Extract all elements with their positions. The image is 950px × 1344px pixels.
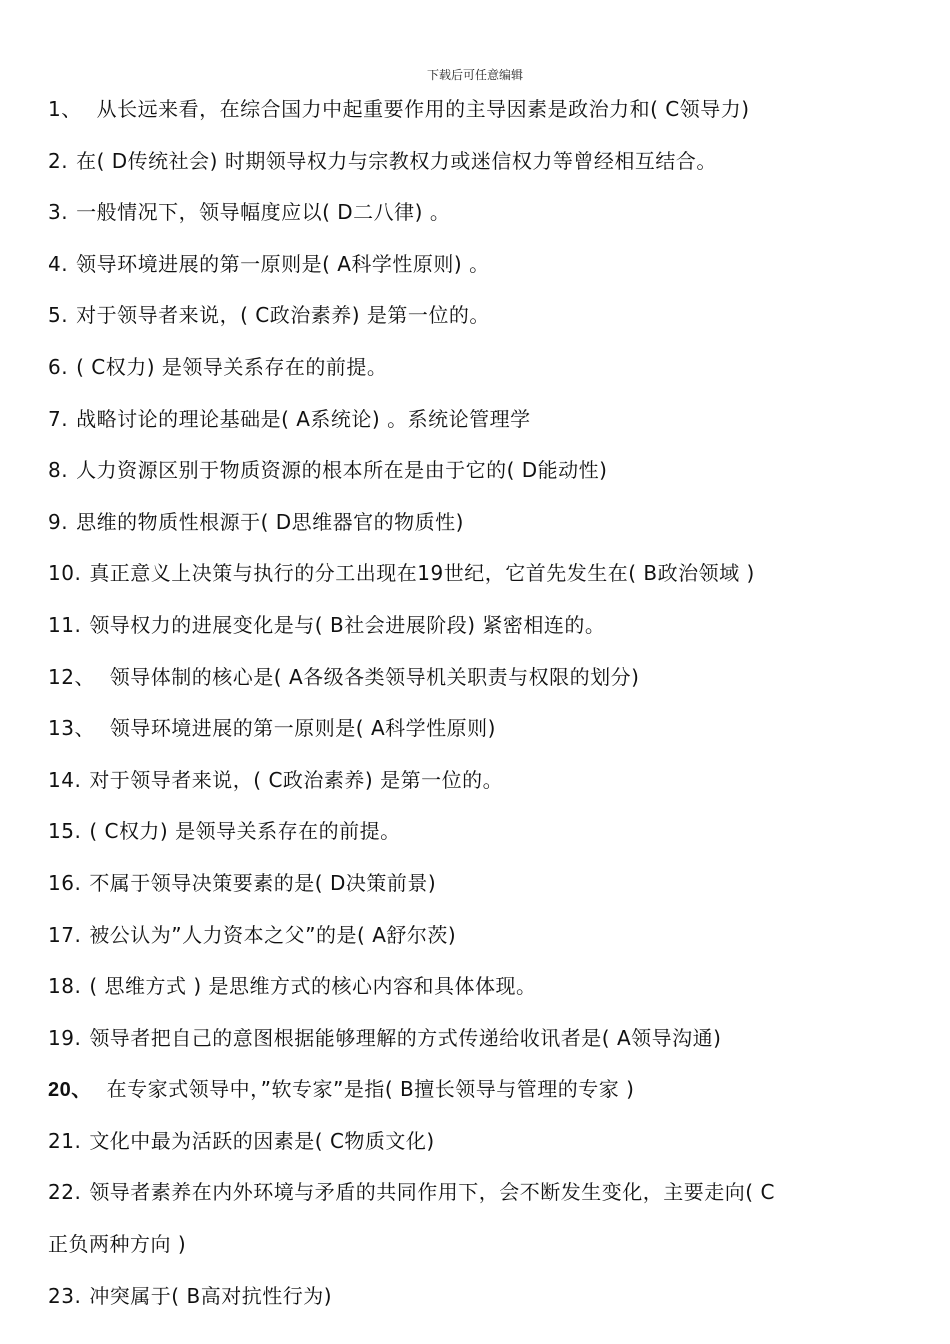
- question-item: [48, 239, 908, 291]
- question-item: [48, 394, 908, 446]
- question-text: 在专家式领导中，”软专家”是指( B擅长领导与管理的专家 ): [99, 1077, 635, 1102]
- question-number: 12、: [48, 664, 95, 689]
- question-number: 21.: [48, 1128, 82, 1153]
- question-text: 领导者素养在内外环境与矛盾的共同作用下，会不断发生变化，主要走向( C: [89, 1180, 775, 1205]
- question-number: 14.: [48, 767, 82, 792]
- question-item: [48, 497, 908, 549]
- question-item: [48, 600, 908, 652]
- question-item: [48, 548, 908, 600]
- question-item: [48, 84, 908, 136]
- question-number: 4.: [48, 251, 69, 276]
- question-text: 文化中最为活跃的因素是( C物质文化): [89, 1128, 435, 1153]
- question-number: 1、: [48, 97, 82, 121]
- question-number: 15.: [48, 819, 82, 844]
- question-number: 20、: [48, 1079, 92, 1102]
- question-item: [48, 290, 908, 342]
- question-number: 2.: [48, 148, 69, 173]
- question-item: [48, 136, 908, 188]
- question-item: [48, 1064, 908, 1116]
- question-number: 3.: [48, 200, 69, 225]
- question-number: 9.: [48, 509, 69, 534]
- question-item: [48, 910, 908, 962]
- question-text: 领导环境进展的第一原则是( A科学性原则): [102, 716, 496, 741]
- question-number: 6.: [48, 354, 69, 379]
- question-item: [48, 1013, 908, 1065]
- question-item: [48, 806, 908, 858]
- question-number: 5.: [48, 303, 69, 328]
- question-number: 17.: [48, 922, 82, 947]
- question-number: 16.: [48, 870, 82, 895]
- question-number: 7.: [48, 406, 69, 431]
- question-item: [48, 1271, 908, 1323]
- question-text: 真正意义上决策与执行的分工出现在19世纪，它首先发生在( B政治领域 ): [89, 561, 755, 586]
- question-item: [48, 342, 908, 394]
- question-text: 一般情况下，领导幅度应以( D二八律) 。: [76, 200, 451, 225]
- header-note: 下载后可任意编辑: [426, 68, 523, 82]
- question-text: ( 思维方式 ) 是思维方式的核心内容和具体体现。: [89, 974, 537, 999]
- question-text: 被公认为”人力资本之父”的是( A舒尔茨): [89, 922, 457, 947]
- question-item: [48, 703, 908, 755]
- question-number: 8.: [48, 458, 69, 483]
- question-text: 领导体制的核心是( A各级各类领导机关职责与权限的划分): [102, 664, 640, 689]
- question-number: 19.: [48, 1025, 82, 1050]
- question-item: [48, 187, 908, 239]
- question-item-continuation: [48, 1219, 908, 1271]
- question-text: 正负两种方向 ): [48, 1232, 187, 1257]
- question-text: ( C权力) 是领导关系存在的前提。: [76, 354, 388, 379]
- question-item: [48, 652, 908, 704]
- question-text: 冲突属于( B高对抗性行为): [89, 1283, 332, 1308]
- question-text: 不属于领导决策要素的是( D决策前景): [89, 870, 437, 895]
- question-text: 思维的物质性根源于( D思维器官的物质性): [76, 509, 464, 534]
- question-text: 领导者把自己的意图根据能够理解的方式传递给收讯者是( A领导沟通): [89, 1025, 722, 1050]
- question-item: [48, 858, 908, 910]
- question-item: [48, 445, 908, 497]
- question-number: 13、: [48, 716, 95, 741]
- question-list: [48, 84, 908, 1322]
- question-text: 人力资源区别于物质资源的根本所在是由于它的( D能动性): [76, 458, 608, 483]
- question-text: 领导环境进展的第一原则是( A科学性原则) 。: [76, 251, 490, 276]
- question-text: 领导权力的进展变化是与( B社会进展阶段) 紧密相连的。: [89, 612, 606, 637]
- question-item: [48, 961, 908, 1013]
- question-item: [48, 755, 908, 807]
- question-item: [48, 1167, 908, 1219]
- question-number: 22.: [48, 1180, 82, 1205]
- question-number: 23.: [48, 1283, 82, 1308]
- question-number: 10.: [48, 561, 82, 586]
- question-text: 战略讨论的理论基础是( A系统论) 。系统论管理学: [76, 406, 531, 431]
- question-text: 在( D传统社会) 时期领导权力与宗教权力或迷信权力等曾经相互结合。: [76, 148, 717, 173]
- question-number: 11.: [48, 612, 82, 637]
- question-text: 从长远来看，在综合国力中起重要作用的主导因素是政治力和( C领导力): [89, 97, 750, 121]
- question-number: 18.: [48, 974, 82, 999]
- question-text: 对于领导者来说，( C政治素养) 是第一位的。: [89, 767, 504, 792]
- question-item: [48, 1116, 908, 1168]
- question-text: ( C权力) 是领导关系存在的前提。: [89, 819, 401, 844]
- question-text: 对于领导者来说，( C政治素养) 是第一位的。: [76, 303, 490, 328]
